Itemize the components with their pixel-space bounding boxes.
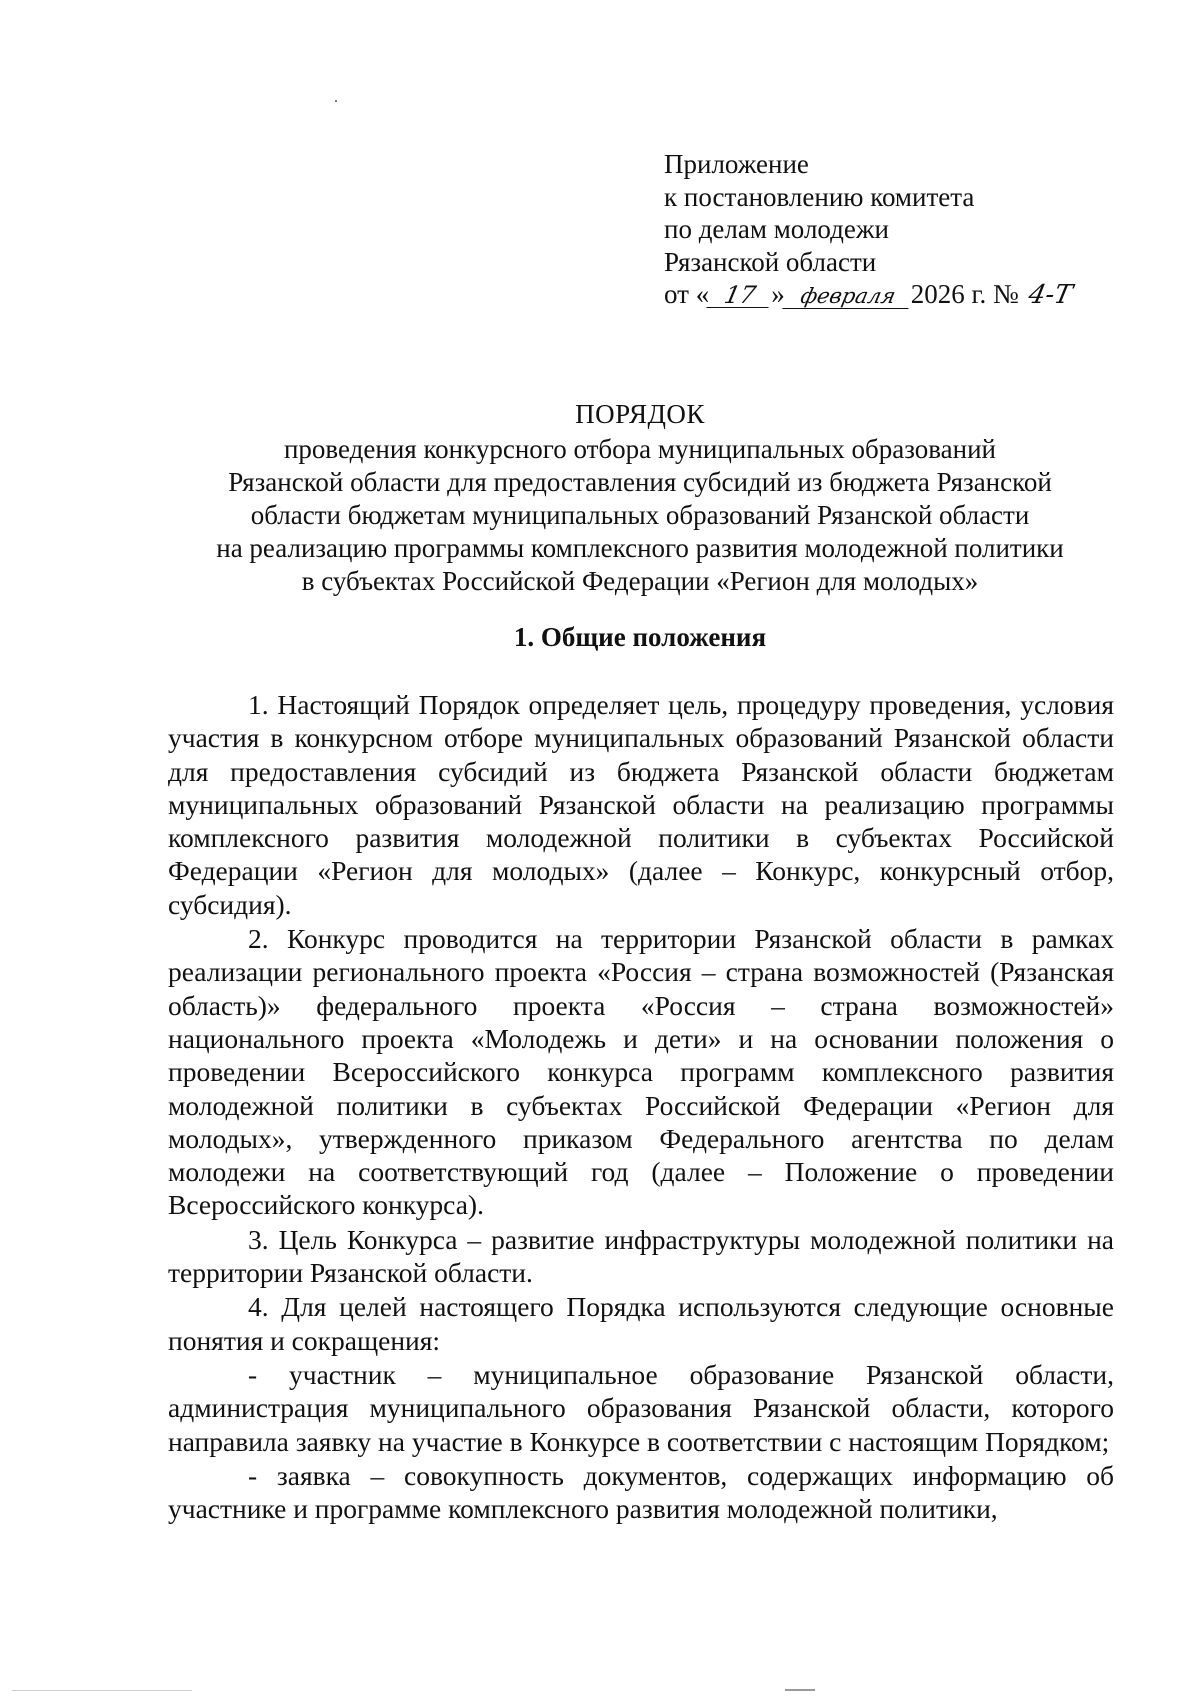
title-subline: области бюджетам муниципальных образований Рязанской области: [250, 500, 1030, 530]
paragraph: - участник – муниципальное образование Рязанской области, администрация муниципального образования Рязанской области, которого направила заявку на участие в Конкурсе в соответствии с настоящим Порядком;: [168, 1358, 1114, 1457]
title-subline: в субъектах Российской Федерации «Регион для молодых»: [301, 566, 979, 596]
body-text: [168, 688, 1114, 1525]
appendix-line: по делам молодежи: [664, 214, 889, 244]
paragraph: 1. Настоящий Порядок определяет цель, процедуру проведения, условия участия в конкурсном отборе муниципальных образований Рязанской области для предоставления субсидий из бюджета Рязанской области бюджетам муниципальных образований Рязанской области на реализацию программы комплексного развития молодежной политики в субъектах Российской Федерации «Регион для молодых» (далее – Конкурс, конкурсный отбор, субсидия).: [168, 689, 1114, 920]
handwritten-doc-number: 4-Т: [1025, 280, 1075, 310]
scan-edge-mark: [12, 1690, 192, 1691]
section-heading: 1. Общие положения: [513, 622, 767, 652]
date-prefix: от «: [664, 279, 710, 309]
scan-speck: [335, 100, 337, 102]
appendix-line: к постановлению комитета: [664, 181, 975, 212]
appendix-line: Рязанской области: [664, 246, 877, 277]
appendix-date-line: [664, 278, 1075, 311]
title-subline: Рязанской области для предоставления субсидий из бюджета Рязанской: [228, 467, 1052, 497]
handwritten-month: февраля: [782, 284, 913, 309]
title-main: ПОРЯДОК: [575, 399, 705, 429]
appendix-block: [664, 148, 1075, 311]
date-quote-close: »: [771, 279, 785, 309]
handwritten-day: 17: [707, 283, 774, 308]
title-subline: на реализацию программы комплексного развития молодежной политики: [216, 533, 1064, 563]
paragraph: 4. Для целей настоящего Порядка используются следующие основные понятия и сокращения:: [168, 1291, 1114, 1356]
paragraph: - заявка – совокупность документов, содержащих информацию об участнике и программе комплексного развития молодежной политики,: [168, 1459, 1114, 1525]
date-year: 2026 г. №: [910, 279, 1019, 309]
title-subline: проведения конкурсного отбора муниципальных образований: [283, 434, 997, 464]
document-title: [190, 398, 1090, 598]
paragraph: 3. Цель Конкурса – развитие инфраструктуры молодежной политики на территории Рязанской области.: [168, 1223, 1114, 1289]
scan-edge-mark: [785, 1689, 815, 1691]
paragraph: 2. Конкурс проводится на территории Рязанской области в рамках реализации регионального проекта «Россия – страна возможностей (Рязанская область)» федерального проекта «Россия – страна возможностей» национального проекта «Молодежь и дети» и на основании положения о проведении Всероссийского конкурса программ комплексного развития молодежной политики в субъектах Российской Федерации «Регион для молодых», утвержденного приказом Федерального агентства по делам молодежи на соответствующий год (далее – Положение о проведении Всероссийского конкурса).: [168, 923, 1114, 1221]
appendix-line: Приложение: [664, 149, 809, 179]
